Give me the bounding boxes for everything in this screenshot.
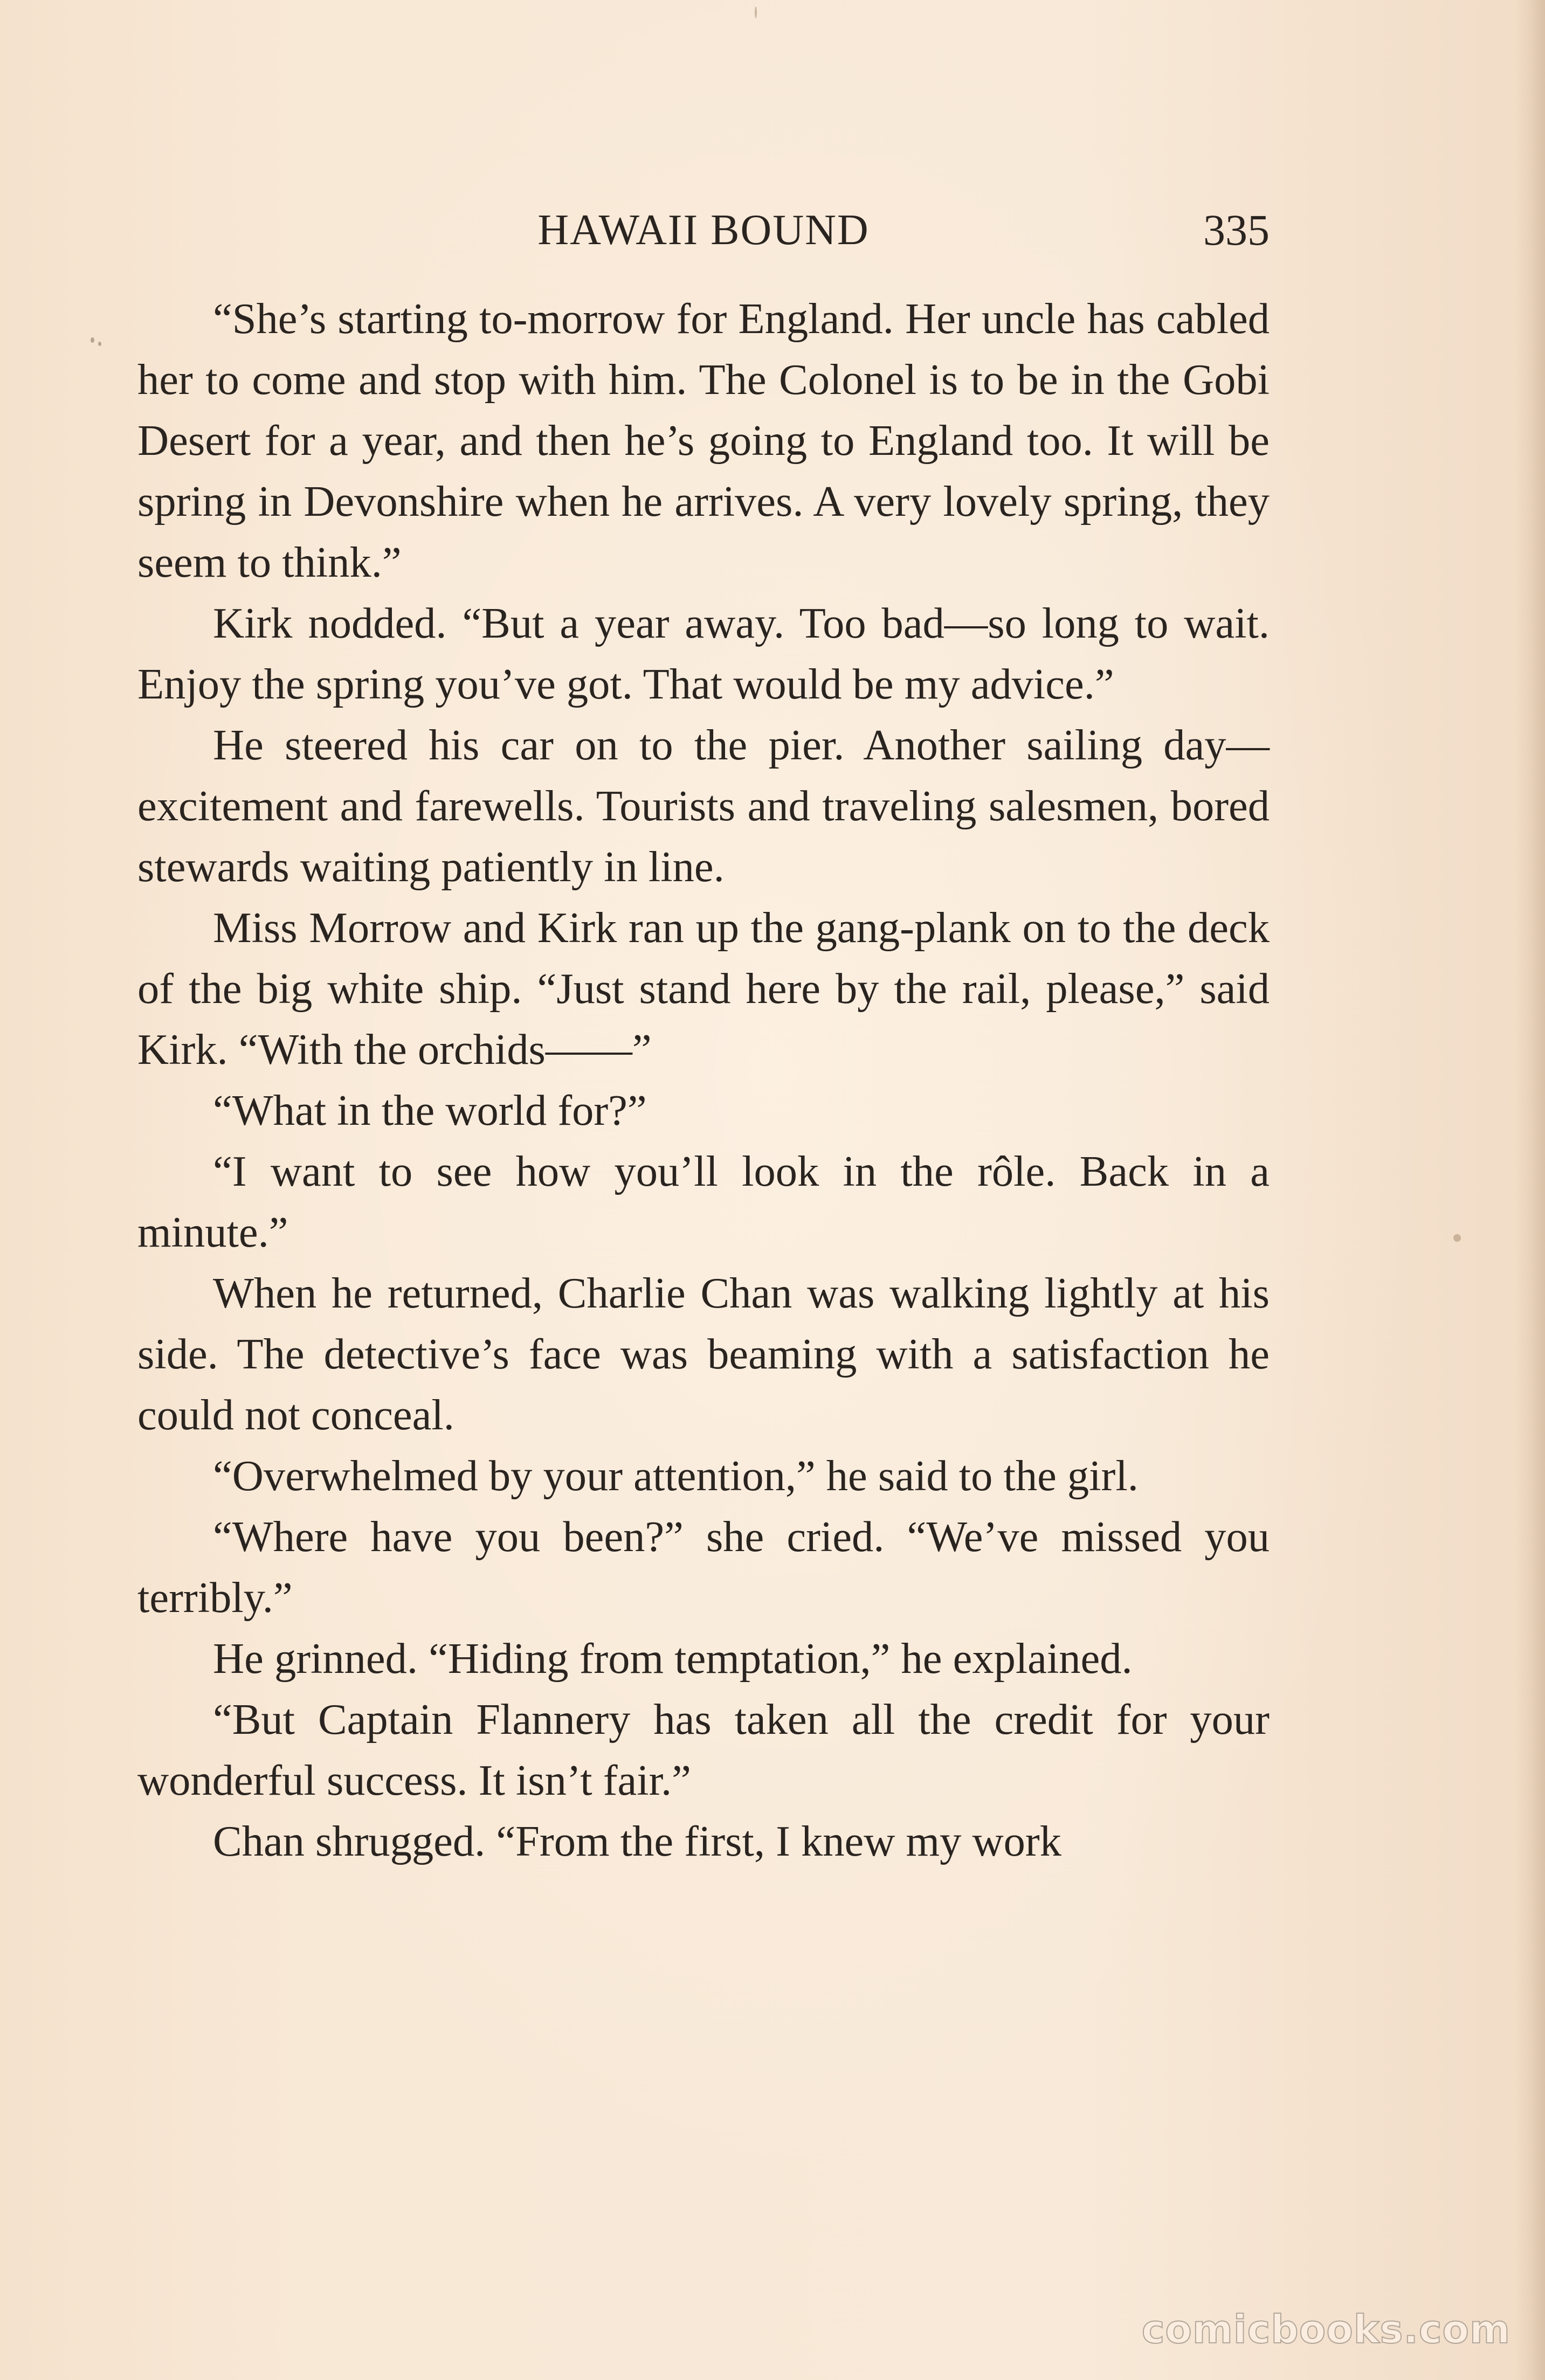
body-text bbox=[137, 288, 1270, 1872]
paragraph: When he returned, Charlie Chan was walking lightly at his side. The detective’s face was beaming with a satisfaction he could not conceal. bbox=[137, 1269, 1270, 1439]
paragraph: Chan shrugged. “From the first, I knew my work bbox=[213, 1817, 1061, 1865]
page-header bbox=[137, 200, 1270, 260]
paragraph: “What in the world for?” bbox=[213, 1087, 647, 1134]
paragraph: “I want to see how you’ll look in the rôle. Back in a minute.” bbox=[137, 1147, 1270, 1256]
running-head: HAWAII BOUND bbox=[537, 206, 870, 254]
paragraph: “She’s starting to-morrow for England. Her uncle has cabled her to come and stop with him. The Colonel is to be in the Gobi Desert for a year, and then he’s going to England too. It will be spring in Devonshire when he arrives. A very lovely spring, they seem to think.” bbox=[137, 295, 1270, 586]
paper-speck bbox=[755, 6, 757, 18]
paper-speck bbox=[1453, 1234, 1461, 1242]
paragraph: “But Captain Flannery has taken all the credit for your wonderful success. It isn’t fair.” bbox=[137, 1696, 1270, 1804]
page-number: 335 bbox=[1203, 205, 1270, 254]
paragraph: Kirk nodded. “But a year away. Too bad—so long to wait. Enjoy the spring you’ve got. That would be my advice.” bbox=[137, 599, 1270, 708]
paper-speck bbox=[91, 337, 94, 343]
paragraph: He grinned. “Hiding from temptation,” he explained. bbox=[213, 1635, 1133, 1683]
watermark-logo: comicbooks.com bbox=[1141, 2307, 1510, 2352]
paper-speck bbox=[98, 342, 101, 346]
paragraph: He steered his car on to the pier. Another sailing day—excitement and farewells. Tourists and traveling salesmen, bored stewards waiting patiently in line. bbox=[137, 721, 1270, 891]
paragraph: Miss Morrow and Kirk ran up the gang-plank on to the deck of the big white ship. “Just stand here by the rail, please,” said Kirk. “With the orchids——” bbox=[137, 904, 1270, 1074]
paragraph: “Overwhelmed by your attention,” he said to the girl. bbox=[213, 1452, 1139, 1500]
page-edge-shadow bbox=[1515, 0, 1545, 2380]
paragraph: “Where have you been?” she cried. “We’ve missed you terribly.” bbox=[137, 1513, 1270, 1622]
